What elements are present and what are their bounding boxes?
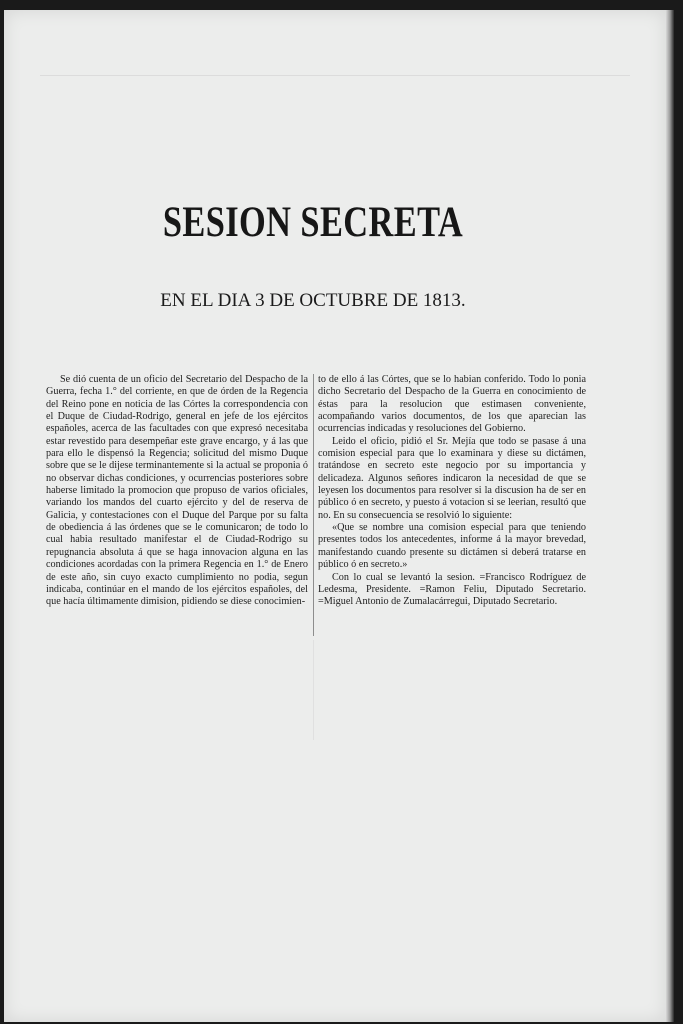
bleed-through-header-rule — [40, 75, 630, 76]
left-text-column — [46, 374, 308, 609]
session-date-heading: EN EL DIA 3 DE OCTUBRE DE 1813. — [160, 290, 466, 311]
page-title: SESION SECRETA — [162, 199, 464, 246]
paragraph: Leido el oficio, pidió el Sr. Mejía que todo se pasase á una comision especial para que lo examinara y diese su dictámen, tratándose en secreto este negocio por su importancia y delicadeza. Algunos señores indicaron la necesidad de que se leyesen los documentos para resolver si la discusion ha de ser en público ó en secreto, y puesto á votacion si se leerian, resultó que no. En su consecuencia se resolvió lo siguiente: — [318, 435, 586, 521]
paragraph: Con lo cual se levantó la sesion. =Francisco Rodríguez de Ledesma, Presidente. =Ramon Feliu, Diputado Secretario. =Miguel Antonio de Zumalacárregui, Diputado Secretario. — [318, 571, 586, 608]
column-divider — [313, 374, 314, 636]
page-edge-shadow — [666, 10, 674, 1022]
bleed-through-divider — [313, 640, 314, 740]
paragraph: Se dió cuenta de un oficio del Secretario del Despacho de la Guerra, fecha 1.° del corriente, en que de órden de la Regencia del Reino pone en noticia de las Córtes la correspondencia con el Duque de Ciudad-Rodrigo, general en jefe de los ejércitos españoles, acerca de las facultades con que expresó necesitaba estar revestido para desempeñar este grave encargo, y á las que para ello le dispensó la Regencia; solicitud del mismo Duque sobre que se le dijese terminantemente si la actual se proponia ó no observar dichas condiciones, y ocurrencias posteriores sobre haberse limitado la promocion que propuso de varios oficiales, variando los mandos del cuarto ejército y del de reserva de Galicia, y contestaciones con el Duque del Parque por su falta de obediencia á las órdenes que se le comunicaron; de todo lo cual habia resultado manifestar el de Ciudad-Rodrigo su repugnancia absoluta á que se haga innovacion alguna en las condiciones acordadas con la primera Regencia en 1.° de Enero de este año, sin cuyo exacto cumplimiento no podia, segun indicaba, continúar en el mando de los ejércitos españoles, del que hacía últimamente dimision, pidiendo se diese conocimien- — [46, 374, 308, 608]
paragraph: «Que se nombre una comision especial para que teniendo presentes todos los antecedentes, informe á la mayor brevedad, manifestando cuando presente su dictámen si deberá tratarse en público ó en secreto.» — [318, 522, 586, 571]
right-text-column — [318, 374, 586, 609]
paragraph: to de ello á las Córtes, que se lo habian conferido. Todo lo ponia dicho Secretario del Despacho de la Guerra en conocimiento de éstas para la resolucion que estimasen conveniente, acompañando varios documentos, de los que aparecian las ocurrencias indicadas y resoluciones del Gobierno. — [318, 374, 586, 435]
